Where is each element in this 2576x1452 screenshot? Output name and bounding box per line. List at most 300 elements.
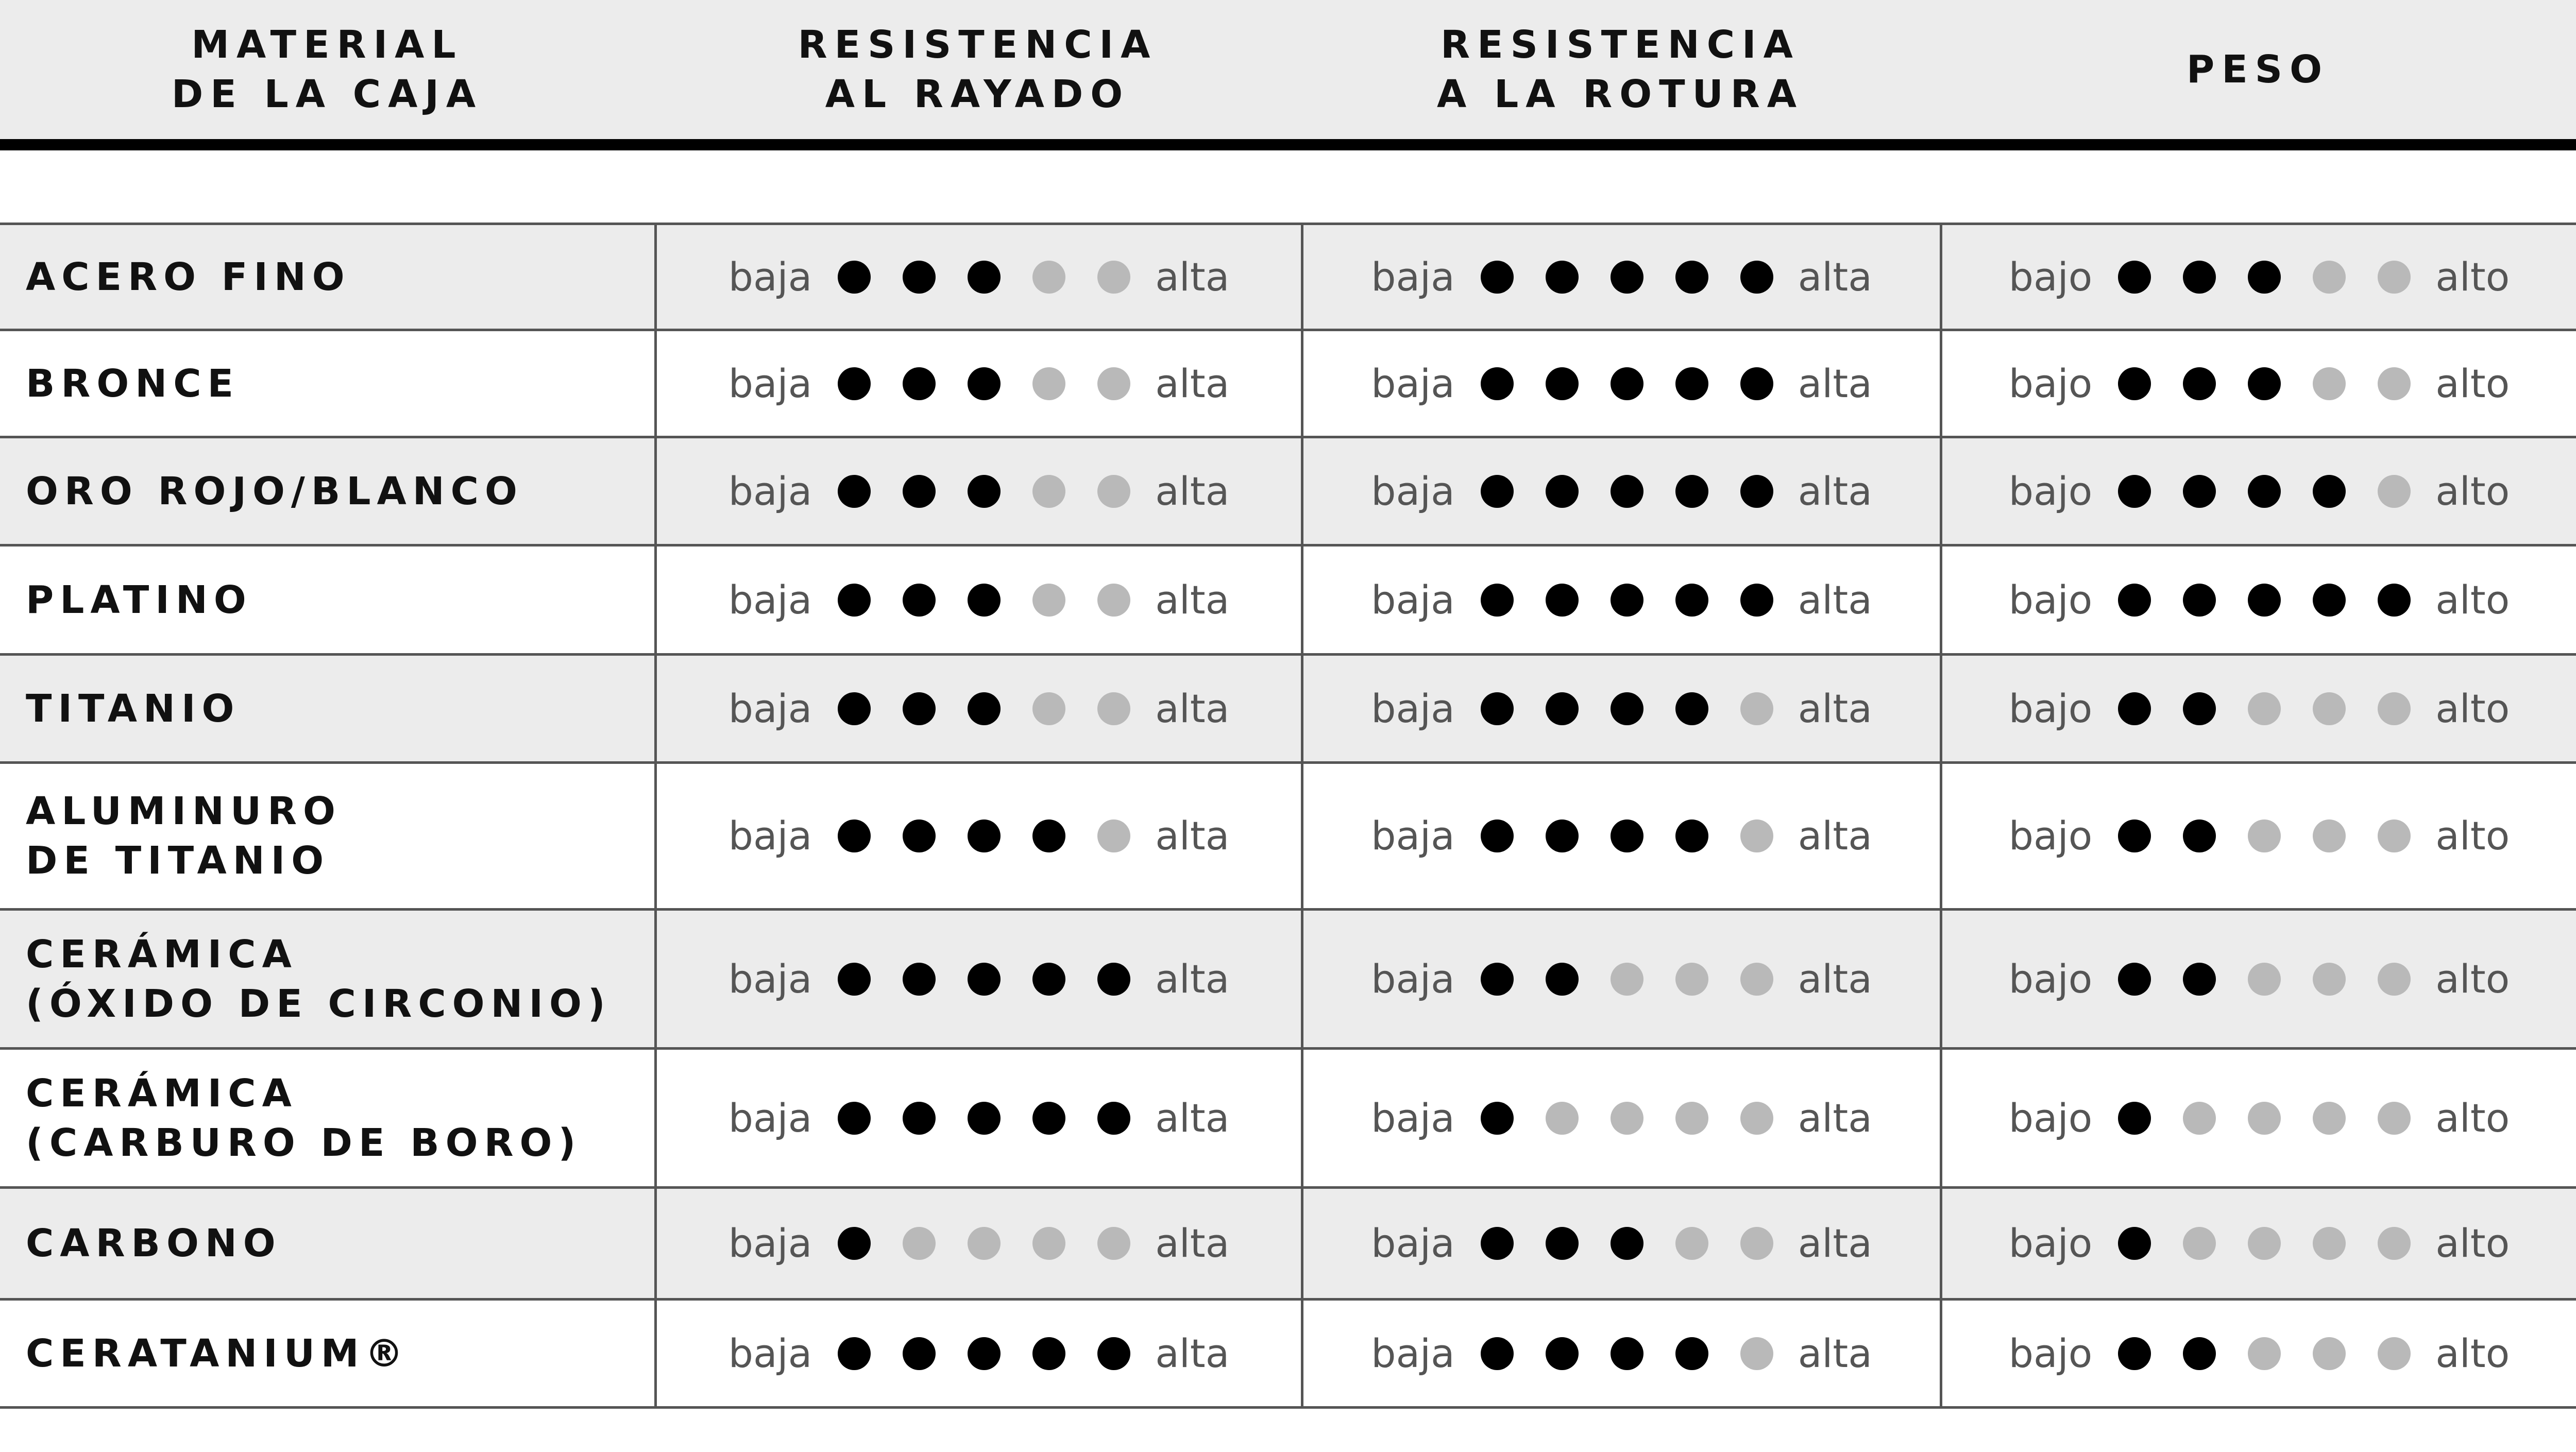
scratch-rating (657, 656, 1301, 761)
scale-high-label: alta (1798, 253, 1872, 300)
scale-high-label: alta (1155, 576, 1230, 623)
filled-dot (968, 1337, 1001, 1370)
scale-low-label: bajo (2008, 955, 2093, 1002)
filled-dot (1611, 475, 1643, 508)
table-row (0, 1047, 2576, 1186)
break-rating (1303, 911, 1940, 1047)
scale-high-label: alto (2435, 955, 2510, 1002)
table-header (0, 0, 2576, 139)
scratch-rating (657, 331, 1301, 436)
empty-dot (1097, 475, 1130, 508)
rating-dots (838, 475, 1130, 508)
scale-low-label: bajo (2008, 253, 2093, 300)
filled-dot (1611, 692, 1643, 725)
weight-rating (1942, 546, 2576, 653)
break-rating (1303, 1050, 1940, 1186)
filled-dot (1481, 475, 1514, 508)
filled-dot (1675, 819, 1708, 852)
empty-dot (2248, 819, 2281, 852)
scratch-rating (657, 1301, 1301, 1406)
material-name: CERÁMICA (ÓXIDO DE CIRCONIO) (26, 932, 612, 1026)
scale-high-label: alta (1798, 576, 1872, 623)
filled-dot (2118, 692, 2151, 725)
rating-dots (838, 1227, 1130, 1260)
empty-dot (2248, 1102, 2281, 1135)
filled-dot (1546, 261, 1579, 294)
filled-dot (2118, 1227, 2151, 1260)
filled-dot (838, 584, 871, 617)
header-material: MATERIAL DE LA CAJA (171, 23, 483, 116)
scale-low-label: bajo (2008, 813, 2093, 859)
scale-high-label: alta (1798, 360, 1872, 406)
scale-low-label: baja (1371, 1220, 1455, 1266)
filled-dot (2183, 819, 2216, 852)
filled-dot (2183, 367, 2216, 400)
empty-dot (1032, 692, 1065, 725)
empty-dot (2183, 1102, 2216, 1135)
material-name: ALUMINURO DE TITANIO (26, 789, 342, 883)
material-name: CERÁMICA (CARBURO DE BORO) (26, 1071, 582, 1165)
material-name: TITANIO (26, 686, 241, 731)
scale-high-label: alto (2435, 576, 2510, 623)
scale-high-label: alta (1155, 685, 1230, 731)
weight-rating (1942, 764, 2576, 908)
rating-dots (2118, 819, 2411, 852)
rating-dots (1481, 261, 1773, 294)
filled-dot (1546, 367, 1579, 400)
material-name: CARBONO (26, 1221, 282, 1266)
filled-dot (903, 819, 936, 852)
scale-low-label: baja (728, 468, 812, 514)
filled-dot (838, 475, 871, 508)
weight-rating (1942, 1050, 2576, 1186)
rating-dots (2118, 692, 2411, 725)
scale-high-label: alta (1155, 1095, 1230, 1141)
table-row (0, 436, 2576, 544)
rating-dots (838, 367, 1130, 400)
filled-dot (1546, 1227, 1579, 1260)
rating-dots (838, 584, 1130, 617)
material-cell (26, 1050, 644, 1186)
empty-dot (2378, 692, 2411, 725)
scale-low-label: baja (1371, 685, 1455, 731)
rating-dots (838, 963, 1130, 996)
filled-dot (1740, 261, 1773, 294)
filled-dot (838, 963, 871, 996)
filled-dot (1740, 475, 1773, 508)
header-weight: PESO (2187, 47, 2329, 92)
scratch-rating (657, 911, 1301, 1047)
material-cell (26, 764, 644, 908)
scale-low-label: bajo (2008, 1330, 2093, 1376)
scale-high-label: alto (2435, 1330, 2510, 1376)
scale-high-label: alta (1798, 813, 1872, 859)
scale-low-label: baja (728, 1220, 812, 1266)
scratch-rating (657, 546, 1301, 653)
scale-low-label: baja (1371, 360, 1455, 406)
scale-low-label: bajo (2008, 576, 2093, 623)
empty-dot (1097, 367, 1130, 400)
scale-low-label: bajo (2008, 1220, 2093, 1266)
empty-dot (1546, 1102, 1579, 1135)
empty-dot (1740, 692, 1773, 725)
rating-dots (838, 261, 1130, 294)
scale-low-label: baja (728, 253, 812, 300)
filled-dot (1032, 1337, 1065, 1370)
scale-low-label: baja (728, 813, 812, 859)
scale-low-label: bajo (2008, 468, 2093, 514)
filled-dot (1740, 584, 1773, 617)
empty-dot (1097, 584, 1130, 617)
weight-rating (1942, 331, 2576, 436)
rating-dots (2118, 963, 2411, 996)
filled-dot (1481, 261, 1514, 294)
scale-low-label: baja (728, 1095, 812, 1141)
rating-dots (1481, 367, 1773, 400)
break-rating (1303, 331, 1940, 436)
empty-dot (2248, 1337, 2281, 1370)
empty-dot (2378, 261, 2411, 294)
filled-dot (838, 367, 871, 400)
filled-dot (1740, 367, 1773, 400)
filled-dot (968, 963, 1001, 996)
scale-high-label: alto (2435, 1220, 2510, 1266)
scale-low-label: baja (728, 360, 812, 406)
break-rating (1303, 546, 1940, 653)
empty-dot (903, 1227, 936, 1260)
rating-dots (2118, 584, 2411, 617)
table-row (0, 653, 2576, 761)
filled-dot (1481, 819, 1514, 852)
header-break-resistance: RESISTENCIA A LA ROTURA (1437, 23, 1804, 116)
weight-rating (1942, 1301, 2576, 1406)
filled-dot (1611, 584, 1643, 617)
weight-rating (1942, 225, 2576, 329)
material-name: BRONCE (26, 361, 240, 406)
filled-dot (1546, 819, 1579, 852)
filled-dot (2378, 584, 2411, 617)
filled-dot (903, 1337, 936, 1370)
filled-dot (1481, 963, 1514, 996)
scale-high-label: alta (1155, 955, 1230, 1002)
scale-high-label: alto (2435, 1095, 2510, 1141)
empty-dot (2378, 819, 2411, 852)
scale-high-label: alta (1155, 468, 1230, 514)
rating-dots (2118, 261, 2411, 294)
scale-high-label: alto (2435, 813, 2510, 859)
filled-dot (1611, 367, 1643, 400)
empty-dot (2313, 261, 2346, 294)
filled-dot (2313, 475, 2346, 508)
filled-dot (1032, 819, 1065, 852)
scale-low-label: bajo (2008, 360, 2093, 406)
filled-dot (903, 475, 936, 508)
scale-low-label: baja (1371, 1330, 1455, 1376)
scale-low-label: baja (1371, 955, 1455, 1002)
filled-dot (968, 1102, 1001, 1135)
filled-dot (1675, 1337, 1708, 1370)
empty-dot (2248, 692, 2281, 725)
filled-dot (2183, 475, 2216, 508)
filled-dot (1481, 584, 1514, 617)
rating-dots (838, 1102, 1130, 1135)
header-divider (0, 139, 2576, 150)
filled-dot (1546, 584, 1579, 617)
material-name: PLATINO (26, 577, 252, 622)
empty-dot (2313, 1102, 2346, 1135)
material-cell (26, 438, 644, 544)
filled-dot (2118, 1337, 2151, 1370)
scale-low-label: bajo (2008, 685, 2093, 731)
scale-low-label: baja (728, 685, 812, 731)
scale-low-label: baja (1371, 468, 1455, 514)
empty-dot (1032, 584, 1065, 617)
break-rating (1303, 1301, 1940, 1406)
scale-low-label: bajo (2008, 1095, 2093, 1141)
table-row (0, 761, 2576, 908)
filled-dot (2248, 475, 2281, 508)
empty-dot (1032, 261, 1065, 294)
filled-dot (838, 1337, 871, 1370)
empty-dot (2313, 819, 2346, 852)
rating-dots (1481, 692, 1773, 725)
empty-dot (2248, 1227, 2281, 1260)
scale-high-label: alta (1798, 1220, 1872, 1266)
filled-dot (2118, 475, 2151, 508)
scale-high-label: alta (1155, 360, 1230, 406)
empty-dot (1097, 819, 1130, 852)
empty-dot (1675, 963, 1708, 996)
scale-high-label: alta (1155, 1330, 1230, 1376)
scale-high-label: alto (2435, 360, 2510, 406)
scale-high-label: alta (1155, 813, 1230, 859)
scale-low-label: baja (1371, 576, 1455, 623)
empty-dot (2313, 692, 2346, 725)
rating-dots (838, 819, 1130, 852)
empty-dot (1032, 367, 1065, 400)
break-rating (1303, 656, 1940, 761)
filled-dot (1097, 963, 1130, 996)
scale-high-label: alta (1798, 1095, 1872, 1141)
empty-dot (2378, 1227, 2411, 1260)
material-cell (26, 911, 644, 1047)
column-divider (1940, 223, 1942, 1409)
filled-dot (903, 963, 936, 996)
scale-low-label: baja (1371, 253, 1455, 300)
scale-low-label: baja (728, 955, 812, 1002)
empty-dot (1032, 1227, 1065, 1260)
filled-dot (2248, 261, 2281, 294)
weight-rating (1942, 1189, 2576, 1298)
rating-dots (1481, 1337, 1773, 1370)
material-cell (26, 656, 644, 761)
empty-dot (1740, 963, 1773, 996)
filled-dot (838, 692, 871, 725)
filled-dot (838, 1102, 871, 1135)
scale-low-label: baja (728, 1330, 812, 1376)
filled-dot (1611, 1227, 1643, 1260)
scale-high-label: alta (1798, 685, 1872, 731)
empty-dot (2248, 963, 2281, 996)
filled-dot (1097, 1337, 1130, 1370)
scratch-rating (657, 764, 1301, 908)
material-cell (26, 1189, 644, 1298)
filled-dot (1032, 963, 1065, 996)
filled-dot (2118, 584, 2151, 617)
rating-dots (1481, 584, 1773, 617)
material-name: ACERO FINO (26, 254, 351, 299)
filled-dot (1675, 584, 1708, 617)
weight-rating (1942, 438, 2576, 544)
scratch-rating (657, 438, 1301, 544)
table-row (0, 544, 2576, 653)
filled-dot (1481, 1227, 1514, 1260)
filled-dot (2313, 584, 2346, 617)
filled-dot (2183, 261, 2216, 294)
rating-dots (1481, 1102, 1773, 1135)
filled-dot (1481, 1102, 1514, 1135)
empty-dot (1611, 963, 1643, 996)
filled-dot (968, 584, 1001, 617)
scale-low-label: baja (1371, 813, 1455, 859)
filled-dot (2118, 1102, 2151, 1135)
weight-rating (1942, 656, 2576, 761)
material-name: ORO ROJO/BLANCO (26, 469, 523, 514)
material-cell (26, 1301, 644, 1406)
filled-dot (1675, 367, 1708, 400)
empty-dot (2378, 1102, 2411, 1135)
scale-low-label: baja (1371, 1095, 1455, 1141)
rating-dots (2118, 367, 2411, 400)
empty-dot (2183, 1227, 2216, 1260)
table-row (0, 223, 2576, 329)
filled-dot (903, 584, 936, 617)
scratch-rating (657, 1050, 1301, 1186)
empty-dot (2378, 475, 2411, 508)
scratch-rating (657, 1189, 1301, 1298)
empty-dot (1740, 1102, 1773, 1135)
filled-dot (903, 1102, 936, 1135)
scratch-rating (657, 225, 1301, 329)
empty-dot (2378, 963, 2411, 996)
filled-dot (1675, 475, 1708, 508)
filled-dot (903, 367, 936, 400)
rating-dots (838, 1337, 1130, 1370)
filled-dot (2248, 584, 2281, 617)
empty-dot (2313, 367, 2346, 400)
filled-dot (968, 261, 1001, 294)
filled-dot (1481, 1337, 1514, 1370)
rating-dots (1481, 475, 1773, 508)
table-row (0, 1186, 2576, 1298)
empty-dot (1611, 1102, 1643, 1135)
empty-dot (1097, 692, 1130, 725)
rating-dots (1481, 1227, 1773, 1260)
empty-dot (2378, 1337, 2411, 1370)
material-cell (26, 331, 644, 436)
scale-high-label: alto (2435, 253, 2510, 300)
filled-dot (1611, 819, 1643, 852)
filled-dot (1032, 1102, 1065, 1135)
filled-dot (1481, 692, 1514, 725)
empty-dot (1740, 819, 1773, 852)
filled-dot (2183, 963, 2216, 996)
scale-high-label: alta (1798, 468, 1872, 514)
empty-dot (2313, 1337, 2346, 1370)
filled-dot (1546, 475, 1579, 508)
filled-dot (838, 1227, 871, 1260)
header-scratch-resistance: RESISTENCIA AL RAYADO (798, 23, 1158, 116)
rating-dots (1481, 963, 1773, 996)
filled-dot (2118, 963, 2151, 996)
empty-dot (1740, 1227, 1773, 1260)
filled-dot (1097, 1102, 1130, 1135)
filled-dot (2118, 367, 2151, 400)
filled-dot (903, 692, 936, 725)
table-row (0, 329, 2576, 436)
filled-dot (2118, 819, 2151, 852)
break-rating (1303, 764, 1940, 908)
empty-dot (1675, 1102, 1708, 1135)
filled-dot (968, 819, 1001, 852)
empty-dot (1097, 1227, 1130, 1260)
rating-dots (2118, 1337, 2411, 1370)
weight-rating (1942, 911, 2576, 1047)
filled-dot (1546, 1337, 1579, 1370)
material-name: CERATANIUM® (26, 1331, 410, 1376)
table-row (0, 908, 2576, 1047)
empty-dot (1740, 1337, 1773, 1370)
column-divider (654, 223, 657, 1409)
material-cell (26, 225, 644, 329)
empty-dot (2313, 963, 2346, 996)
rating-dots (1481, 819, 1773, 852)
empty-dot (968, 1227, 1001, 1260)
scale-low-label: baja (728, 576, 812, 623)
filled-dot (1675, 261, 1708, 294)
empty-dot (1675, 1227, 1708, 1260)
filled-dot (2183, 584, 2216, 617)
filled-dot (2183, 692, 2216, 725)
scale-high-label: alto (2435, 685, 2510, 731)
scale-high-label: alta (1798, 1330, 1872, 1376)
material-cell (26, 546, 644, 653)
rating-dots (838, 692, 1130, 725)
filled-dot (1481, 367, 1514, 400)
table-row (0, 1298, 2576, 1409)
filled-dot (903, 261, 936, 294)
filled-dot (838, 819, 871, 852)
empty-dot (2313, 1227, 2346, 1260)
rating-dots (2118, 1227, 2411, 1260)
filled-dot (2183, 1337, 2216, 1370)
filled-dot (968, 475, 1001, 508)
empty-dot (1032, 475, 1065, 508)
scale-high-label: alta (1798, 955, 1872, 1002)
filled-dot (968, 367, 1001, 400)
filled-dot (1675, 692, 1708, 725)
filled-dot (1546, 963, 1579, 996)
filled-dot (1611, 1337, 1643, 1370)
filled-dot (1546, 692, 1579, 725)
column-divider (1301, 223, 1303, 1409)
break-rating (1303, 225, 1940, 329)
filled-dot (838, 261, 871, 294)
rating-dots (2118, 1102, 2411, 1135)
empty-dot (2378, 367, 2411, 400)
break-rating (1303, 438, 1940, 544)
scale-high-label: alto (2435, 468, 2510, 514)
